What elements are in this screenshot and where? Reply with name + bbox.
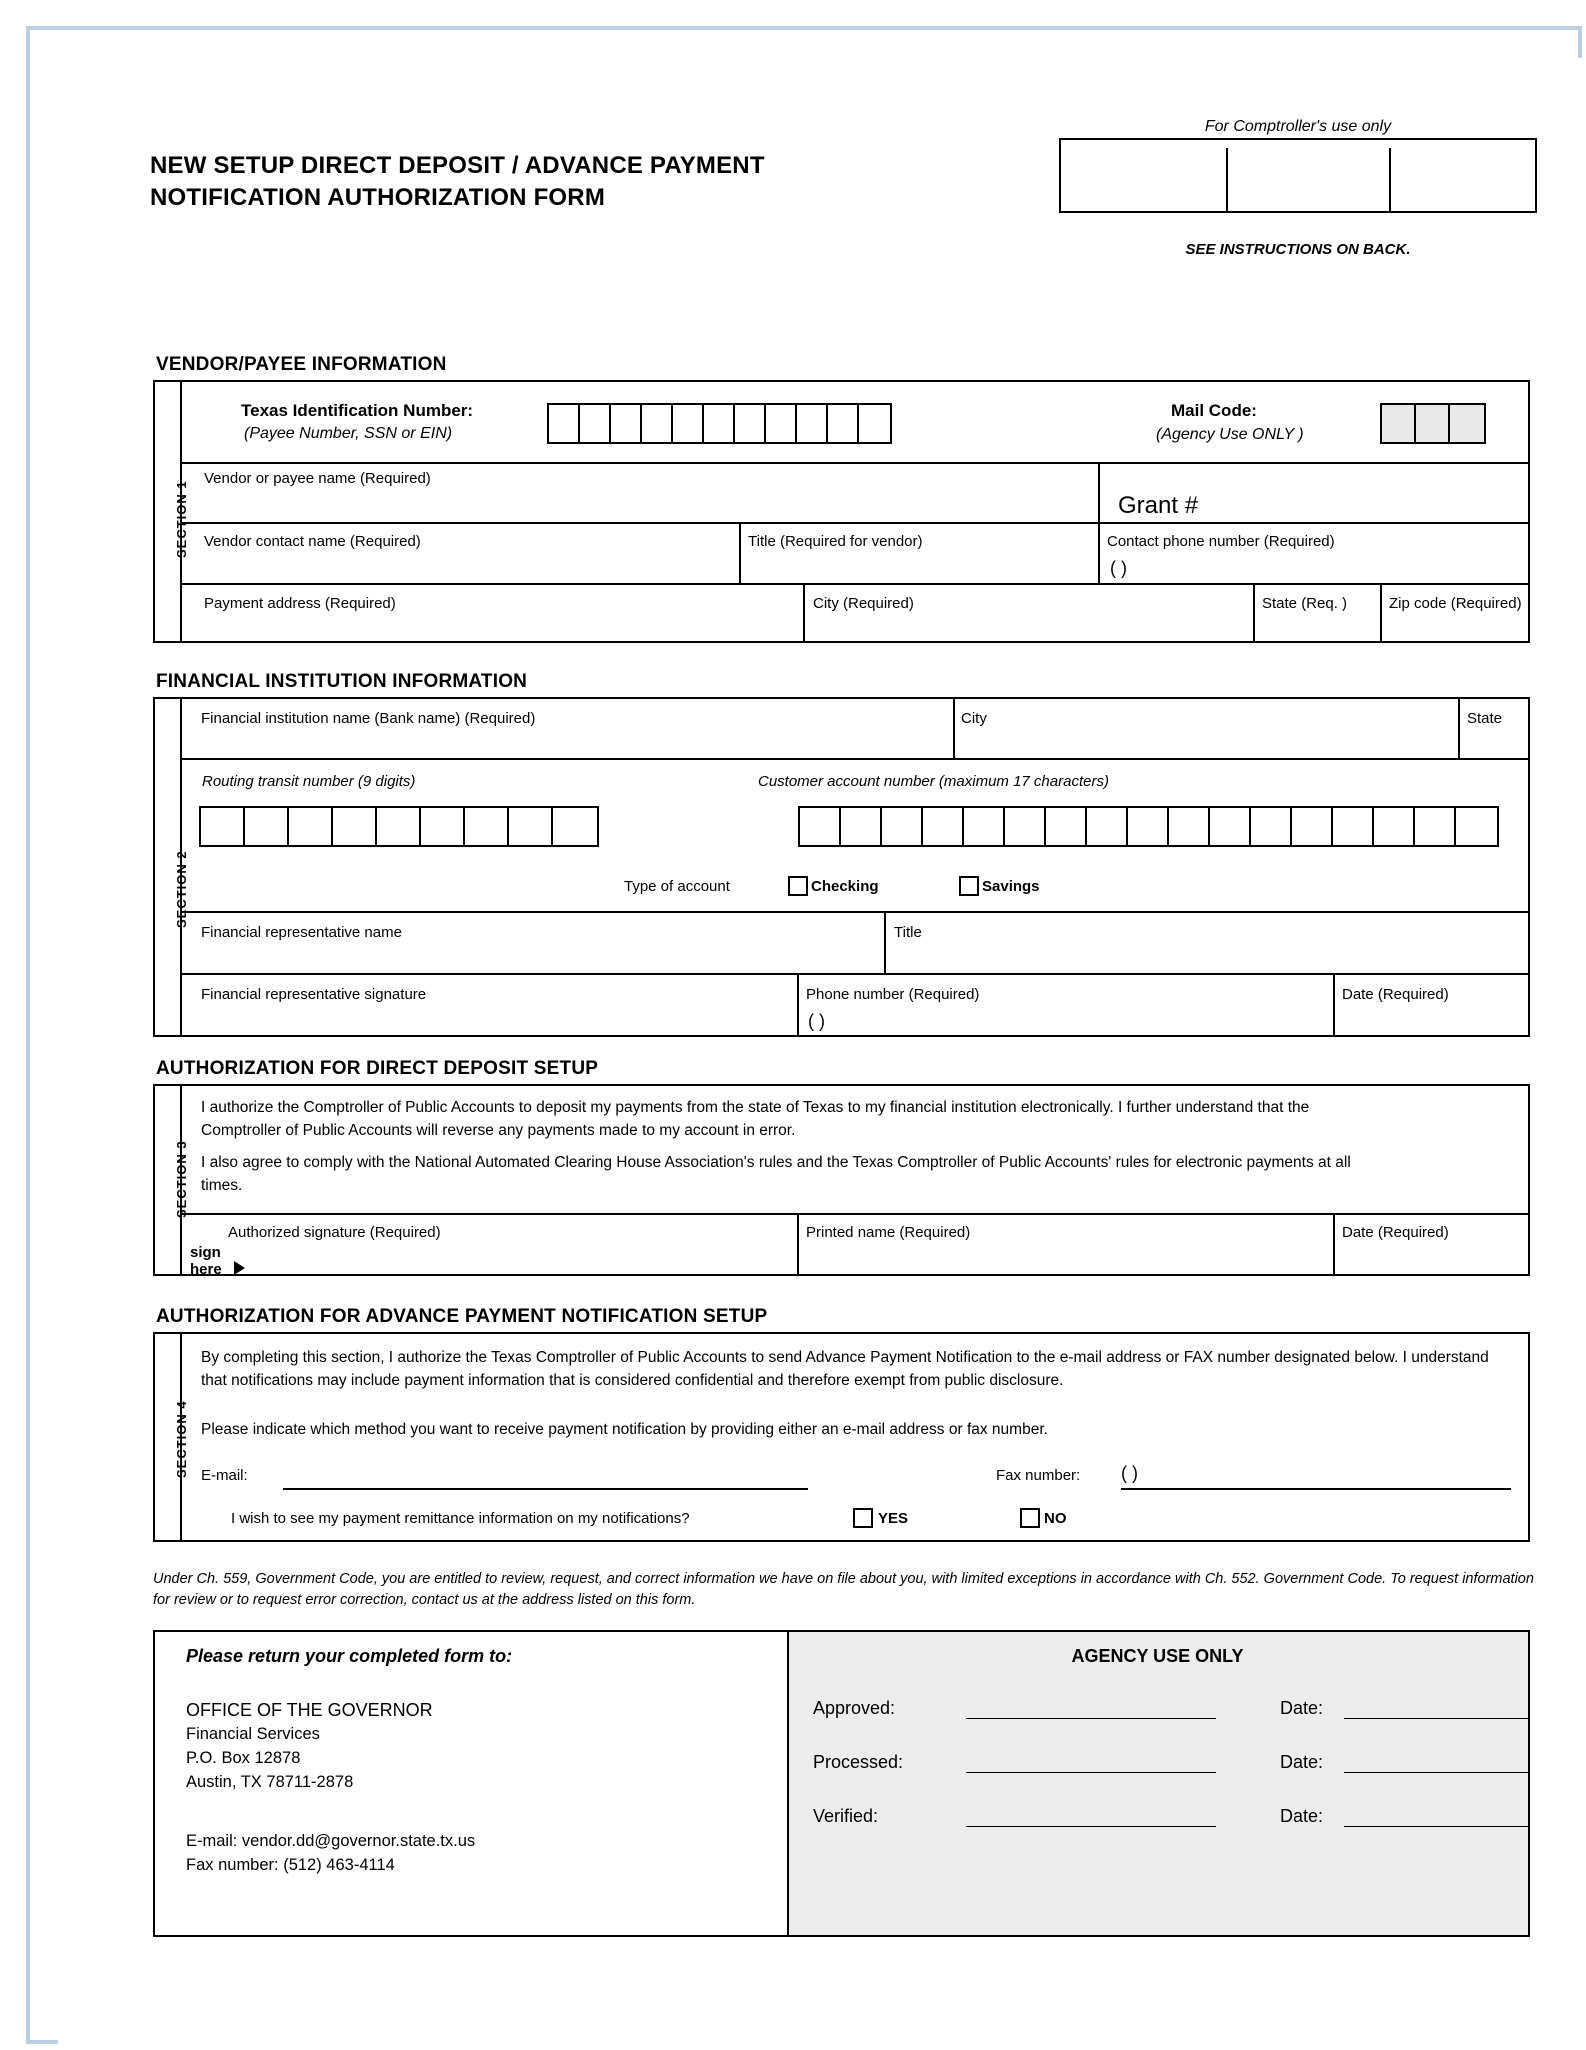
return-form-title: Please return your completed form to: <box>186 1646 513 1666</box>
email-label: E-mail: <box>201 1467 248 1484</box>
fax-paren: ( ) <box>1121 1463 1138 1483</box>
section3-paragraph-1: I authorize the Comptroller of Public Accounts to deposit my payments from the state of Texas to my financial institution electronically. I further understand that the Comptroller of Public Accounts will reverse any payments made to my account in error. <box>201 1099 1310 1140</box>
section2-heading: FINANCIAL INSTITUTION INFORMATION <box>156 671 528 692</box>
return-contact-block <box>186 1830 475 1878</box>
fax-label: Fax number: <box>996 1467 1081 1484</box>
fin-rep-signature-label: Financial representative signature <box>201 986 427 1003</box>
section3-vertical-date <box>1333 1213 1335 1276</box>
section1-rule-3 <box>180 583 1530 585</box>
printed-name-label: Printed name (Required) <box>806 1224 971 1241</box>
section2-vertical-date <box>1333 973 1335 1037</box>
agency-approved-input[interactable] <box>966 1718 1216 1719</box>
section2-vertical-state <box>1458 697 1460 758</box>
remittance-no-checkbox[interactable] <box>1020 1508 1040 1528</box>
vendor-contact-name-label: Vendor contact name (Required) <box>204 533 421 550</box>
return-fax-line: Fax number: (512) 463-4114 <box>186 1855 395 1874</box>
comptroller-use-label: For Comptroller's use only <box>1204 118 1392 135</box>
bank-state-label: State <box>1467 710 1503 727</box>
routing-number-cells[interactable] <box>199 806 599 847</box>
section3-side-label: SECTION 3 <box>174 1140 189 1218</box>
sign-here-marker <box>190 1244 222 1279</box>
section3-heading: AUTHORIZATION FOR DIRECT DEPOSIT SETUP <box>156 1058 599 1079</box>
tin-sublabel: (Payee Number, SSN or EIN) <box>244 425 453 442</box>
section1-vertical-city <box>803 583 805 643</box>
fax-input[interactable] <box>1121 1488 1511 1490</box>
page-title-line2: NOTIFICATION AUTHORIZATION FORM <box>150 184 606 212</box>
return-address-block <box>186 1697 433 1795</box>
page-border <box>26 26 1582 2044</box>
section1-vertical-phone <box>1098 522 1100 583</box>
fin-rep-date-label: Date (Required) <box>1342 986 1449 1003</box>
section4-heading: AUTHORIZATION FOR ADVANCE PAYMENT NOTIFICATION SETUP <box>156 1306 768 1327</box>
payment-zip-label: Zip code (Required) <box>1389 595 1522 612</box>
return-email-line: E-mail: vendor.dd@governor.state.tx.us <box>186 1832 476 1850</box>
section4-paragraph-2: Please indicate which method you want to receive payment notification by providing either an e-mail address or fax number. <box>201 1421 1048 1438</box>
payment-state-label: State (Req. ) <box>1262 595 1348 612</box>
section2-rule-2 <box>180 911 1530 913</box>
agency-approved-label: Approved: <box>813 1698 896 1718</box>
fin-rep-phone-label: Phone number (Required) <box>806 986 980 1003</box>
return-org-line1: OFFICE OF THE GOVERNOR <box>186 1700 433 1720</box>
section1-heading: VENDOR/PAYEE INFORMATION <box>156 354 447 375</box>
remittance-yes-label: YES <box>878 1510 909 1527</box>
privacy-notice: Under Ch. 559, Government Code, you are entitled to review, request, and correct information we have on file about you, with limited exceptions in accordance with Ch. 552. Government Code. To request information for review or to request error correction, contact us at the address listed on this form. <box>153 1571 1534 1609</box>
authorized-signature-label: Authorized signature (Required) <box>228 1224 441 1241</box>
comptroller-box-divider-2 <box>1389 148 1391 211</box>
bank-city-label: City <box>961 710 987 727</box>
grant-number-label: Grant # <box>1118 492 1199 519</box>
section1-vertical-grant <box>1098 462 1100 522</box>
mail-code-input-cells[interactable] <box>1380 403 1486 444</box>
bank-name-label: Financial institution name (Bank name) (Required) <box>201 710 536 727</box>
footer-divider <box>787 1630 789 1937</box>
email-input[interactable] <box>283 1488 808 1490</box>
payment-address-label: Payment address (Required) <box>204 595 396 612</box>
payment-city-label: City (Required) <box>813 595 914 612</box>
comptroller-use-box[interactable] <box>1059 138 1537 213</box>
mail-code-label: Mail Code: <box>1171 401 1257 420</box>
section1-rule-1 <box>180 462 1530 464</box>
section1-side-label: SECTION 1 <box>174 480 189 558</box>
sign-here-arrow-icon <box>234 1261 245 1275</box>
return-org-line2: Financial Services <box>186 1725 320 1744</box>
remittance-yes-checkbox[interactable] <box>853 1508 873 1528</box>
page-title-line1: NEW SETUP DIRECT DEPOSIT / ADVANCE PAYMENT <box>150 152 765 179</box>
vendor-title-label: Title (Required for vendor) <box>748 533 923 550</box>
fin-rep-phone-paren: ( ) <box>808 1011 825 1031</box>
section3-date-label: Date (Required) <box>1342 1224 1449 1241</box>
tin-input-cells[interactable] <box>547 403 892 444</box>
section2-vertical-reptitle <box>884 911 886 973</box>
form-sheet <box>58 58 1586 2050</box>
sign-here-line1: sign <box>190 1244 221 1261</box>
section2-side-label: SECTION 2 <box>174 850 189 928</box>
fin-rep-name-label: Financial representative name <box>201 924 402 941</box>
section2-vertical-phone <box>797 973 799 1037</box>
vendor-name-label-text: Vendor or payee name (Required) <box>204 470 431 487</box>
mail-code-sublabel: (Agency Use ONLY ) <box>1156 426 1304 443</box>
savings-label: Savings <box>982 878 1040 895</box>
form-content <box>58 58 1586 2050</box>
sign-here-line2: here <box>190 1261 222 1279</box>
checking-checkbox[interactable] <box>788 876 808 896</box>
agency-use-shade <box>787 1632 1528 1935</box>
remittance-question-label: I wish to see my payment remittance information on my notifications? <box>231 1510 690 1527</box>
checking-label: Checking <box>811 878 879 895</box>
agency-use-title: AGENCY USE ONLY <box>1071 1646 1244 1666</box>
agency-date3-label: Date: <box>1280 1806 1324 1826</box>
agency-verified-label: Verified: <box>813 1806 879 1826</box>
agency-processed-label: Processed: <box>813 1752 904 1772</box>
see-instructions-note: SEE INSTRUCTIONS ON BACK. <box>1185 241 1411 258</box>
savings-checkbox[interactable] <box>959 876 979 896</box>
agency-date2-label: Date: <box>1280 1752 1324 1772</box>
routing-number-label: Routing transit number (9 digits) <box>202 773 416 790</box>
return-org-line4: Austin, TX 78711-2878 <box>186 1772 354 1791</box>
type-of-account-label: Type of account <box>624 878 730 895</box>
agency-verified-input[interactable] <box>966 1826 1216 1827</box>
agency-date3-input[interactable] <box>1344 1826 1529 1827</box>
contact-phone-paren: ( ) <box>1110 558 1127 578</box>
comptroller-box-divider-1 <box>1226 148 1228 211</box>
agency-processed-input[interactable] <box>966 1772 1216 1773</box>
account-number-label: Customer account number (maximum 17 characters) <box>758 773 1109 790</box>
section1-vertical-zip <box>1380 583 1382 643</box>
section4-paragraph-1: By completing this section, I authorize the Texas Comptroller of Public Accounts to send Advance Payment Notification to the e-mail address or FAX number designated below. I understand that notifications may include payment information that is considered confidential and therefore exempt from public disclosure. <box>201 1349 1489 1390</box>
section1-rule-2 <box>180 522 1530 524</box>
section3-rule-1 <box>180 1213 1530 1215</box>
section3-paragraph-2: I also agree to comply with the National Automated Clearing House Association's rules and the Texas Comptroller of Public Accounts' rules for electronic payments at all times. <box>201 1154 1351 1195</box>
fin-rep-title-label: Title <box>894 924 922 941</box>
section2-rule-1 <box>180 758 1530 760</box>
return-org-line3: P.O. Box 12878 <box>186 1749 301 1768</box>
agency-date1-label: Date: <box>1280 1698 1324 1718</box>
section1-vertical-title <box>739 522 741 583</box>
section4-side-label: SECTION 4 <box>174 1400 189 1478</box>
agency-date2-input[interactable] <box>1344 1772 1529 1773</box>
agency-date1-input[interactable] <box>1344 1718 1529 1719</box>
tin-label: Texas Identification Number: <box>241 401 474 420</box>
section3-vertical-printed <box>797 1213 799 1276</box>
page-title <box>150 150 950 215</box>
account-number-cells[interactable] <box>798 806 1499 847</box>
section1-vertical-state <box>1253 583 1255 643</box>
section2-vertical-city <box>953 697 955 758</box>
section2-rule-3 <box>180 973 1530 975</box>
contact-phone-label: Contact phone number (Required) <box>1107 533 1335 550</box>
remittance-no-label: NO <box>1044 1510 1067 1527</box>
vendor-name-label <box>204 470 431 487</box>
